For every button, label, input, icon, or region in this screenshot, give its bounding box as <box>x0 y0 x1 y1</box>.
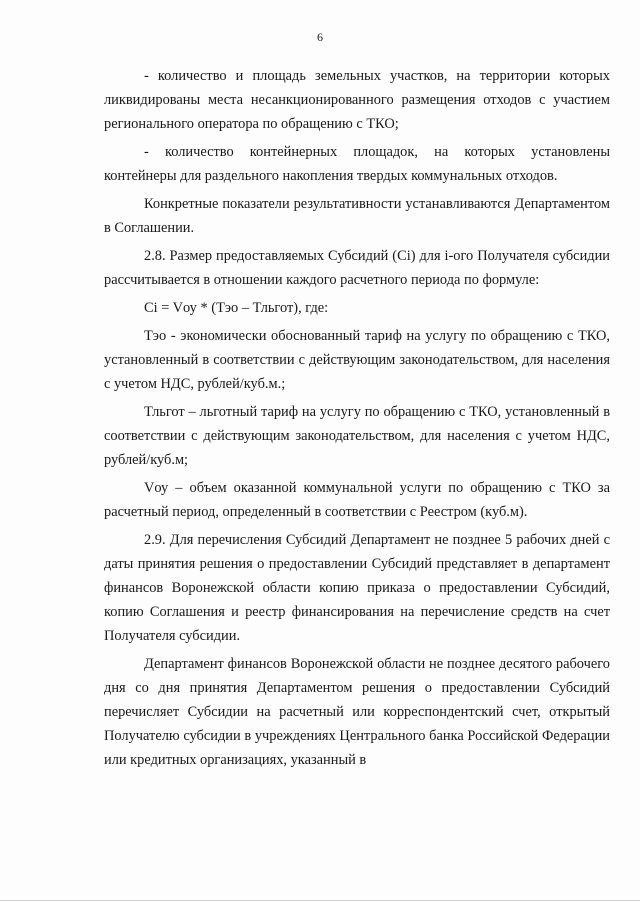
paragraph-performance-indicators: Конкретные показатели результативности устанавливаются Департаментом в Соглашении. <box>104 196 610 236</box>
paragraph-container-sites: - количество контейнерных площадок, на которых установлены контейнеры для раздельного накопления твердых коммунальных отходов. <box>104 144 610 184</box>
paragraph-finance-department: Департамент финансов Воронежской области не позднее десятого рабочего дня со дня принятия Департаментом решения о предоставлении Субсидий перечисляет Субсидии на расчетный или корреспондентский счет, открытый Получателю субсидии в учреждениях Центрального банка Российской Федерации или кредитных организациях, указанный в <box>104 656 610 768</box>
formula-line: Ci = Vоу * (Тэо – Тльгот), где: <box>144 300 329 316</box>
paragraph-2-8: 2.8. Размер предоставляемых Субсидий (Ci) для i-ого Получателя субсидии рассчитывается в отношении каждого расчетного периода по формуле: <box>104 248 610 288</box>
page-number: 6 <box>317 30 323 44</box>
document-body <box>104 64 610 772</box>
paragraph-2-9: 2.9. Для перечисления Субсидий Департамент не позднее 5 рабочих дней с даты принятия решения о предоставлении Субсидий представляет в департамент финансов Воронежской области копию приказа о предоставлении Субсидий, копию Соглашения и реестр финансирования на перечисление средств на счет Получателя субсидии. <box>104 532 610 644</box>
paragraph-voy-definition: Vоу – объем оказанной коммунальной услуги по обращению с ТКО за расчетный период, определенный в соответствии с Реестром (куб.м). <box>104 480 610 520</box>
paragraph-land-plots: - количество и площадь земельных участков, на территории которых ликвидированы места несанкционированного размещения отходов с участием регионального оператора по обращению с ТКО; <box>104 68 610 132</box>
page-bottom-edge <box>0 900 640 901</box>
paragraph-teo-definition: Тэо - экономически обоснованный тариф на услугу по обращению с ТКО, установленный в соответствии с действующим законодательством, для населения с учетом НДС, рублей/куб.м.; <box>104 328 610 392</box>
paragraph-tlgot-definition: Тльгот – льготный тариф на услугу по обращению с ТКО, установленный в соответствии с действующим законодательством, для населения с учетом НДС, рублей/куб.м; <box>104 404 610 468</box>
